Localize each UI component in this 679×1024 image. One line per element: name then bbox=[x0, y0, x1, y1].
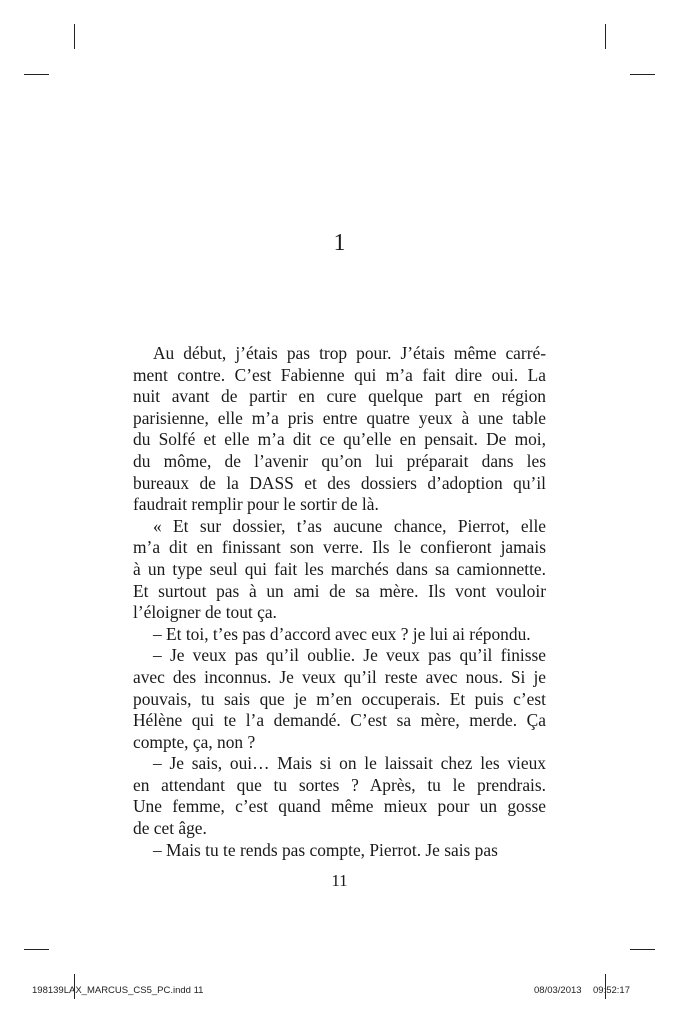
chapter-number: 1 bbox=[333, 230, 346, 256]
text-line: – Je sais, oui… Mais si on le laissait chez les vieux bbox=[153, 753, 546, 774]
crop-mark-top-right-horizontal bbox=[630, 74, 655, 75]
text-line: à un type seul qui fait les marchés dans sa camionnette. bbox=[133, 558, 546, 579]
text-line: Au début, j’étais pas trop pour. J’étais même carré- bbox=[153, 343, 546, 363]
paragraph bbox=[133, 645, 546, 753]
text-line: – Je veux pas qu’il oublie. Je veux pas qu’il finisse bbox=[153, 645, 546, 666]
crop-mark-top-left-horizontal bbox=[24, 74, 49, 75]
text-line: Et surtout pas à un ami de sa mère. Ils vont vouloir bbox=[133, 580, 546, 601]
crop-mark-bottom-right-horizontal bbox=[630, 949, 655, 950]
text-line: du môme, de l’avenir qu’on lui préparait dans les bbox=[133, 450, 546, 471]
slug-date: 08/03/2013 bbox=[534, 985, 582, 996]
text-line: l’éloigner de tout ça. bbox=[133, 602, 277, 623]
text-line: faudrait remplir pour le sortir de là. bbox=[133, 494, 379, 515]
crop-mark-top-left-vertical bbox=[74, 24, 75, 49]
crop-mark-top-right-vertical bbox=[605, 24, 606, 49]
slug-filename: 198139LAX_MARCUS_CS5_PC.indd 11 bbox=[32, 985, 204, 996]
text-line: en attendant que tu sortes ? Après, tu le prendrais. bbox=[133, 774, 546, 795]
paragraph bbox=[133, 753, 546, 839]
text-line: parisienne, elle m’a pris entre quatre yeux à une table bbox=[133, 407, 546, 428]
text-line: – Et toi, t’es pas d’accord avec eux ? je lui ai répondu. bbox=[153, 623, 531, 644]
text-line: bureaux de la DASS et des dossiers d’adoption qu’il bbox=[133, 472, 546, 493]
body-text bbox=[133, 343, 546, 861]
text-line: Une femme, c’est quand même mieux pour un gosse bbox=[133, 796, 546, 817]
text-line: pouvais, tu sais que je m’en occuperais. Et puis c’est bbox=[133, 688, 546, 709]
paragraph bbox=[133, 624, 546, 646]
text-line: du Solfé et elle m’a dit ce qu’elle en pensait. De moi, bbox=[133, 429, 546, 450]
text-line: m’a dit en finissant son verre. Ils le confieront jamais bbox=[133, 537, 546, 558]
page-number: 11 bbox=[331, 871, 348, 890]
slug-time: 09:52:17 bbox=[593, 985, 630, 996]
paragraph bbox=[133, 516, 546, 624]
text-line: compte, ça, non ? bbox=[133, 731, 256, 752]
text-line: Hélène qui te l’a demandé. C’est sa mère, merde. Ça bbox=[133, 710, 546, 731]
text-line: nuit avant de partir en cure quelque part en région bbox=[133, 386, 546, 407]
crop-mark-bottom-left-horizontal bbox=[24, 949, 49, 950]
text-line: « Et sur dossier, t’as aucune chance, Pierrot, elle bbox=[153, 515, 546, 536]
text-line: de cet âge. bbox=[133, 818, 207, 839]
text-line: avec des inconnus. Je veux qu’il reste avec nous. Si je bbox=[133, 666, 546, 687]
paragraph bbox=[133, 343, 546, 516]
paragraph bbox=[133, 840, 546, 862]
text-line: – Mais tu te rends pas compte, Pierrot. Je sais pas bbox=[153, 839, 498, 860]
text-line: ment contre. C’est Fabienne qui m’a fait dire oui. La bbox=[133, 364, 546, 385]
